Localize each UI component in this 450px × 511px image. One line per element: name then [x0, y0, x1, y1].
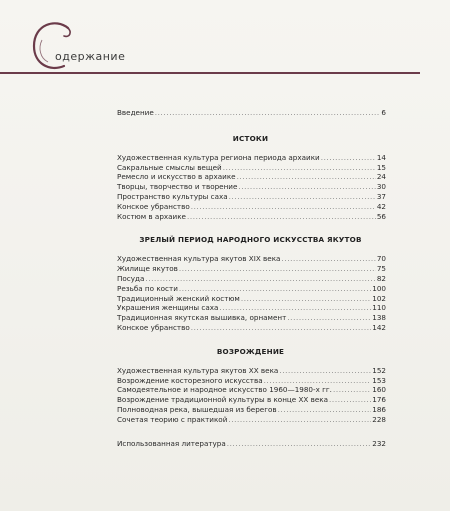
- toc-entry[interactable]: [117, 163, 386, 173]
- toc-entry-page: 153: [372, 375, 386, 385]
- toc-entry-title: Традиционный женский костюм: [117, 293, 240, 303]
- toc-entry[interactable]: [117, 202, 386, 212]
- leader-dots: [279, 366, 371, 376]
- toc-entry-title: Возрождение традиционной культуры в конце XX века: [117, 395, 329, 405]
- toc-entry[interactable]: [117, 395, 386, 405]
- toc-entry[interactable]: [117, 303, 386, 313]
- leader-dots: [329, 395, 371, 405]
- toc-entry-page: 30: [376, 182, 386, 192]
- leader-dots: [179, 264, 376, 274]
- toc-entry-title: Художественная культура якутов XX века: [117, 365, 279, 375]
- toc-entry-page: 100: [372, 283, 386, 293]
- toc-entry-title: Конское убранство: [117, 201, 190, 211]
- leader-dots: [223, 163, 376, 173]
- leader-dots: [264, 376, 372, 386]
- toc-entry[interactable]: [117, 366, 386, 376]
- leader-dots: [278, 405, 372, 415]
- header-divider: [0, 72, 420, 74]
- toc-entry-title: Костюм в архаике: [117, 211, 186, 221]
- toc-entry[interactable]: [117, 313, 386, 323]
- leader-dots: [333, 385, 371, 395]
- toc-entry-title: Сакральные смыслы вещей: [117, 162, 222, 172]
- toc-entry[interactable]: [117, 172, 386, 182]
- toc-entry-page: 232: [372, 438, 386, 448]
- toc-entry-title: Ремесло и искусство в архаике: [117, 172, 236, 182]
- leader-dots: [219, 303, 371, 313]
- toc-entry[interactable]: [117, 264, 386, 274]
- toc-entry-title: Сочетая теорию с практикой: [117, 414, 228, 424]
- toc-entry-page: 228: [372, 414, 386, 424]
- toc-entry[interactable]: [117, 294, 386, 304]
- leader-dots: [281, 254, 375, 264]
- toc-entry-title: Художественная культура региона периода архаики: [117, 152, 320, 162]
- toc-entry-title: Возрождение косторезного искусства: [117, 375, 263, 385]
- toc-entry[interactable]: [117, 376, 386, 386]
- decorative-initial-c-icon: [28, 18, 76, 74]
- toc-section-revival: [113, 366, 388, 425]
- leader-dots: [227, 439, 372, 449]
- toc-entry-page: 56: [376, 211, 386, 221]
- leader-dots: [191, 323, 372, 333]
- toc-entry-title: Конское убранство: [117, 322, 190, 332]
- toc-entry-page: 142: [372, 322, 386, 332]
- toc-entry-title: Украшения женщины саха: [117, 303, 219, 313]
- section-heading-mature-period: ЗРЕЛЫЙ ПЕРИОД НАРОДНОГО ИСКУССТВА ЯКУТОВ: [139, 235, 362, 245]
- leader-dots: [287, 313, 371, 323]
- toc-entry-page: 42: [376, 201, 386, 211]
- toc-entry[interactable]: [117, 192, 386, 202]
- toc-entry[interactable]: [117, 323, 386, 333]
- leader-dots: [241, 294, 371, 304]
- toc-entry-page: 176: [372, 395, 386, 405]
- toc-entry-title: Творцы, творчество и творение: [117, 182, 238, 192]
- toc-entry-title: Самодеятельное и народное искусство 1960—1980-х гг.: [117, 385, 332, 395]
- toc-entry[interactable]: [117, 284, 386, 294]
- section-heading-istoki: ИСТОКИ: [232, 133, 269, 143]
- leader-dots: [321, 153, 376, 163]
- toc-entry-page: 37: [376, 191, 386, 201]
- leader-dots: [238, 182, 375, 192]
- toc-entry-title: Посуда: [117, 273, 145, 283]
- toc-entry-page: 138: [372, 313, 386, 323]
- toc-entry-page: 82: [376, 273, 386, 283]
- toc-entry-page: 24: [376, 172, 386, 182]
- toc-entry[interactable]: [117, 182, 386, 192]
- toc-entry-page: 102: [372, 293, 386, 303]
- toc-entry-title: Резьба по кости: [117, 283, 178, 293]
- toc-entry-intro[interactable]: [117, 108, 386, 118]
- leader-dots: [228, 415, 371, 425]
- toc-entry[interactable]: [117, 405, 386, 415]
- page-header: [0, 0, 450, 80]
- toc-entry-title: Художественная культура якутов XIX века: [117, 254, 281, 264]
- toc-entry-page: 6: [381, 108, 386, 117]
- toc-entry-title: Введение: [117, 108, 154, 117]
- leader-dots: [187, 212, 376, 222]
- leader-dots: [145, 274, 375, 284]
- toc-entry[interactable]: [117, 153, 386, 163]
- section-heading-revival: ВОЗРОЖДЕНИЕ: [216, 346, 285, 356]
- leader-dots: [229, 192, 376, 202]
- toc-section-mature-period: [113, 254, 388, 332]
- toc-references-group: [113, 439, 388, 449]
- page-title: одержание: [55, 50, 126, 63]
- toc-intro-group: [113, 108, 388, 118]
- toc-entry-title: Пространство культуры саха: [117, 191, 228, 201]
- toc-entry[interactable]: [117, 254, 386, 264]
- toc-entry[interactable]: [117, 385, 386, 395]
- leader-dots: [155, 108, 381, 118]
- leader-dots: [191, 202, 376, 212]
- toc-entry[interactable]: [117, 415, 386, 425]
- toc-entry-page: 186: [372, 404, 386, 414]
- toc-entry-title: Полноводная река, вышедшая из берегов: [117, 404, 277, 414]
- toc-entry-page: 14: [376, 152, 386, 162]
- toc-section-istoki: [113, 153, 388, 222]
- leader-dots: [179, 284, 371, 294]
- toc-entry-references[interactable]: [117, 439, 386, 449]
- toc-entry-page: 15: [376, 162, 386, 172]
- toc-entry-page: 110: [372, 303, 386, 313]
- toc-entry-page: 152: [372, 365, 386, 375]
- toc-entry-title: Традиционная якутская вышивка, орнамент: [117, 313, 287, 323]
- toc-entry-page: 70: [376, 254, 386, 264]
- table-of-contents: [113, 108, 388, 448]
- leader-dots: [237, 172, 376, 182]
- toc-entry[interactable]: [117, 274, 386, 284]
- toc-entry-page: 160: [372, 385, 386, 395]
- toc-entry[interactable]: [117, 212, 386, 222]
- toc-entry-title: Использованная литература: [117, 438, 226, 448]
- toc-entry-title: Жилище якутов: [117, 264, 178, 274]
- toc-entry-page: 75: [376, 264, 386, 274]
